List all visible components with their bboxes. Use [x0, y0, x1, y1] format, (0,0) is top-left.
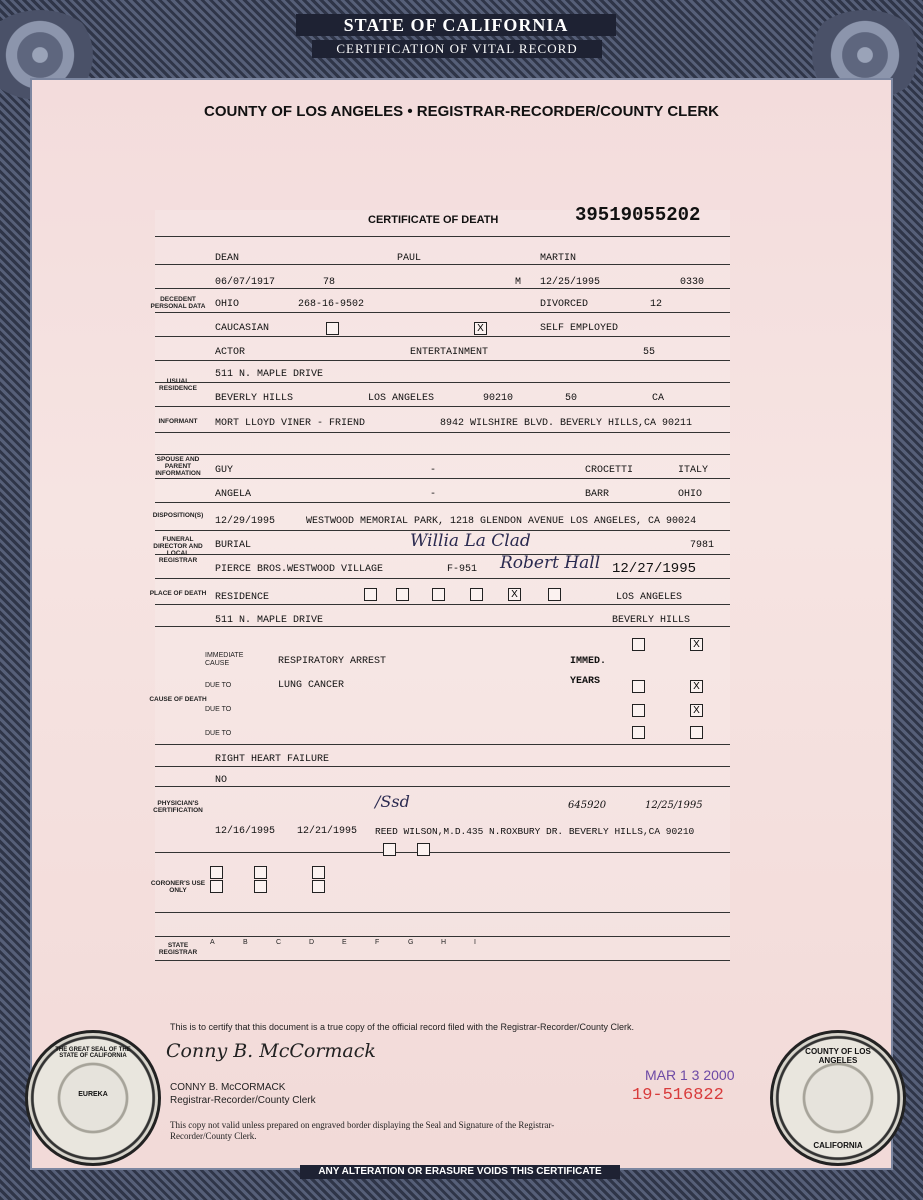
embalmer-signature: Willia La Clad: [410, 531, 531, 551]
form-rule: [155, 382, 730, 383]
social-security-number: 268-16-9502: [298, 299, 365, 310]
reported-coroner-no: X: [690, 638, 703, 651]
form-rule: [155, 578, 730, 579]
father-first-name: GUY: [215, 465, 234, 476]
suicide-checkbox: [254, 866, 267, 879]
pending-checkbox: [254, 880, 267, 893]
physician-attended-from: 12/16/1995: [215, 826, 276, 837]
informant-address: 8942 WILSHIRE BLVD. BEVERLY HILLS,CA 90211: [440, 418, 693, 429]
decedent-dob: 06/07/1917: [215, 277, 276, 288]
form-rule: [155, 960, 730, 961]
alteration-warning: ANY ALTERATION OR ERASURE VOIDS THIS CERTIFICATE: [300, 1165, 620, 1179]
undetermined-checkbox: [312, 880, 325, 893]
race: CAUCASIAN: [215, 323, 270, 334]
registrar-letter-b: B: [243, 939, 248, 946]
section-label-residence: USUAL RESIDENCE: [159, 378, 197, 392]
registrar-letter-d: D: [309, 939, 315, 946]
due-to-label: DUE TO: [205, 706, 232, 713]
date-of-death: 12/25/1995: [540, 277, 601, 288]
occupation: ACTOR: [215, 347, 246, 358]
stamp-date: MAR 1 3 2000: [645, 1067, 735, 1083]
father-birth-state: ITALY: [678, 465, 709, 476]
decedent-last-name: MARTIN: [540, 253, 577, 264]
section-label-decedent: DECEDENT PERSONAL DATA: [150, 296, 206, 310]
funeral-director: PIERCE BROS.WESTWOOD VILLAGE: [215, 564, 384, 575]
registrar-letter-i: I: [474, 939, 476, 946]
registrar-letter-h: H: [441, 939, 447, 946]
form-rule: [155, 766, 730, 767]
residence-checkbox: X: [508, 588, 521, 601]
form-rule: [155, 912, 730, 913]
mother-last-name: BARR: [585, 489, 610, 500]
physician-date: 12/25/1995: [645, 800, 703, 811]
section-label-informant: INFORMANT: [158, 418, 198, 425]
registrar-name: CONNY B. McCORMACK: [170, 1082, 286, 1093]
form-rule: [155, 288, 730, 289]
decedent-sex: M: [515, 277, 522, 288]
residence-city: BEVERLY HILLS: [215, 393, 294, 404]
due-to-cause: LUNG CANCER: [278, 680, 345, 691]
certify-text: This is to certify that this document is a true copy of the official record filed with the Registrar-Recorder/County Clerk.: [170, 1022, 635, 1032]
place-of-death: RESIDENCE: [215, 592, 270, 603]
form-rule: [155, 360, 730, 361]
place-of-death-county: LOS ANGELES: [616, 592, 683, 603]
embalmer-license: 7981: [690, 540, 715, 551]
registrar-date: 12/27/1995: [612, 561, 697, 577]
immediate-cause: RESPIRATORY ARREST: [278, 656, 387, 667]
accident-checkbox: [210, 880, 223, 893]
section-label-place: PLACE OF DEATH: [149, 590, 207, 597]
autopsy-yes: [632, 704, 645, 717]
form-rule: [155, 336, 730, 337]
hispanic-yes-checkbox: [326, 322, 339, 335]
decedent-middle-name: PAUL: [397, 253, 422, 264]
informant-name: MORT LLOYD VINER - FRIEND: [215, 418, 366, 429]
residence-state: CA: [652, 393, 665, 404]
residence-street: 511 N. MAPLE DRIVE: [215, 369, 324, 380]
injury-at-work-yes: [383, 843, 396, 856]
registrar-title: Registrar-Recorder/County Clerk: [170, 1095, 316, 1106]
reported-coroner-yes: [632, 638, 645, 651]
due-to-label: DUE TO: [205, 730, 232, 737]
section-label-cause: CAUSE OF DEATH: [149, 696, 207, 703]
decedent-age: 78: [323, 277, 336, 288]
residence-county: LOS ANGELES: [368, 393, 435, 404]
conv-hosp-checkbox: [470, 588, 483, 601]
los-angeles-county-seal: [770, 1030, 906, 1166]
er-op-checkbox: [396, 588, 409, 601]
form-rule: [155, 454, 730, 455]
registrar-letter-e: E: [342, 939, 347, 946]
section-label-coroner: CORONER'S USE ONLY: [150, 880, 206, 894]
residence-years: 50: [565, 393, 578, 404]
immediate-cause-label: IMMEDIATE CAUSE: [205, 652, 244, 667]
form-rule: [155, 852, 730, 853]
section-label-funeral: FUNERAL DIRECTOR AND LOCAL REGISTRAR: [153, 536, 203, 564]
registrar-signature: Conny B. McCormack: [166, 1040, 376, 1062]
certification-banner: CERTIFICATION OF VITAL RECORD: [312, 40, 602, 58]
section-label-parents: SPOUSE AND PARENT INFORMATION: [155, 456, 201, 477]
stamp-number: 19-516822: [632, 1086, 724, 1105]
form-rule: [155, 604, 730, 605]
autopsy-used-yes: [632, 726, 645, 739]
form-rule: [155, 312, 730, 313]
local-registrar-signature: Robert Hall: [500, 553, 601, 573]
certificate-title: CERTIFICATE OF DEATH: [368, 214, 499, 226]
form-rule: [155, 502, 730, 503]
form-rule: [155, 406, 730, 407]
biopsy-no: X: [690, 680, 703, 693]
county-heading: COUNTY OF LOS ANGELES • REGISTRAR-RECORDER/COUNTY CLERK: [203, 103, 719, 120]
natural-checkbox: [210, 866, 223, 879]
form-rule: [155, 432, 730, 433]
registrar-letter-c: C: [276, 939, 282, 946]
biopsy-yes: [632, 680, 645, 693]
place-of-death-city: BEVERLY HILLS: [612, 615, 691, 626]
section-label-disposition: DISPOSITION(S): [152, 512, 204, 519]
autopsy-used-no: [690, 726, 703, 739]
funeral-license: F-951: [447, 564, 478, 575]
form-rule: [155, 786, 730, 787]
registrar-letter-a: A: [210, 939, 215, 946]
state-banner: STATE OF CALIFORNIA: [296, 14, 616, 36]
california-great-seal: [25, 1030, 161, 1166]
father-last-name: CROCETTI: [585, 465, 634, 476]
disposition-place: WESTWOOD MEMORIAL PARK, 1218 GLENDON AVENUE LOS ANGELES, CA 90024: [306, 516, 697, 527]
disposition-type: BURIAL: [215, 540, 252, 551]
form-rule: [155, 744, 730, 745]
form-rule: [155, 264, 730, 265]
injury-at-work-no: [417, 843, 430, 856]
education-years: 12: [650, 299, 663, 310]
section-label-physician: PHYSICIAN'S CERTIFICATION: [153, 800, 203, 814]
form-rule: [155, 626, 730, 627]
registrar-letter-f: F: [375, 939, 380, 946]
form-rule: [155, 936, 730, 937]
mother-birth-state: OHIO: [678, 489, 703, 500]
other-conditions: RIGHT HEART FAILURE: [215, 754, 330, 765]
due-to-label: DUE TO: [205, 682, 232, 689]
operation-performed: NO: [215, 775, 228, 786]
birth-state: OHIO: [215, 299, 240, 310]
physician-name-address: REED WILSON,M.D.435 N.ROXBURY DR. BEVERLY HILLS,CA 90210: [375, 826, 695, 837]
autopsy-no: X: [690, 704, 703, 717]
physician-attended-to: 12/21/1995: [297, 826, 358, 837]
interval-immediate: IMMED.: [570, 656, 607, 667]
mother-first-name: ANGELA: [215, 489, 252, 500]
seal-left-motto: EUREKA: [78, 1091, 108, 1098]
physician-license: 645920: [568, 800, 607, 811]
homicide-checkbox: [312, 866, 325, 879]
seal-right-bottom-text: CALIFORNIA: [813, 1141, 863, 1150]
years-in-occupation: 55: [643, 347, 656, 358]
form-rule: [155, 554, 730, 555]
validity-text: This copy not valid unless prepared on engraved border displaying the Seal and Signature of the Registrar-Recorder/County Clerk.: [170, 1120, 555, 1141]
hispanic-no-checkbox: X: [474, 322, 487, 335]
marital-status: DIVORCED: [540, 299, 589, 310]
seal-right-text: COUNTY OF LOS ANGELES: [805, 1047, 871, 1065]
decedent-first-name: DEAN: [215, 253, 240, 264]
disposition-date: 12/29/1995: [215, 516, 276, 527]
form-rule: [155, 478, 730, 479]
father-middle-name: -: [430, 465, 437, 476]
section-label-state-registrar: STATE REGISTRAR: [158, 942, 198, 956]
hour-of-death: 0330: [680, 277, 705, 288]
seal-left-text: THE GREAT SEAL OF THE STATE OF CALIFORNIA: [55, 1047, 131, 1059]
residence-zip: 90210: [483, 393, 514, 404]
kind-of-business: ENTERTAINMENT: [410, 347, 489, 358]
place-of-death-street: 511 N. MAPLE DRIVE: [215, 615, 324, 626]
certificate-number: 39519055202: [575, 204, 701, 226]
registrar-letter-g: G: [408, 939, 414, 946]
doa-checkbox: [432, 588, 445, 601]
interval-due-to: YEARS: [570, 676, 601, 687]
form-rule: [155, 236, 730, 237]
ip-checkbox: [364, 588, 377, 601]
mother-middle-name: -: [430, 489, 437, 500]
physician-signature: /Ssd: [375, 792, 410, 811]
usual-employer: SELF EMPLOYED: [540, 323, 619, 334]
other-checkbox: [548, 588, 561, 601]
